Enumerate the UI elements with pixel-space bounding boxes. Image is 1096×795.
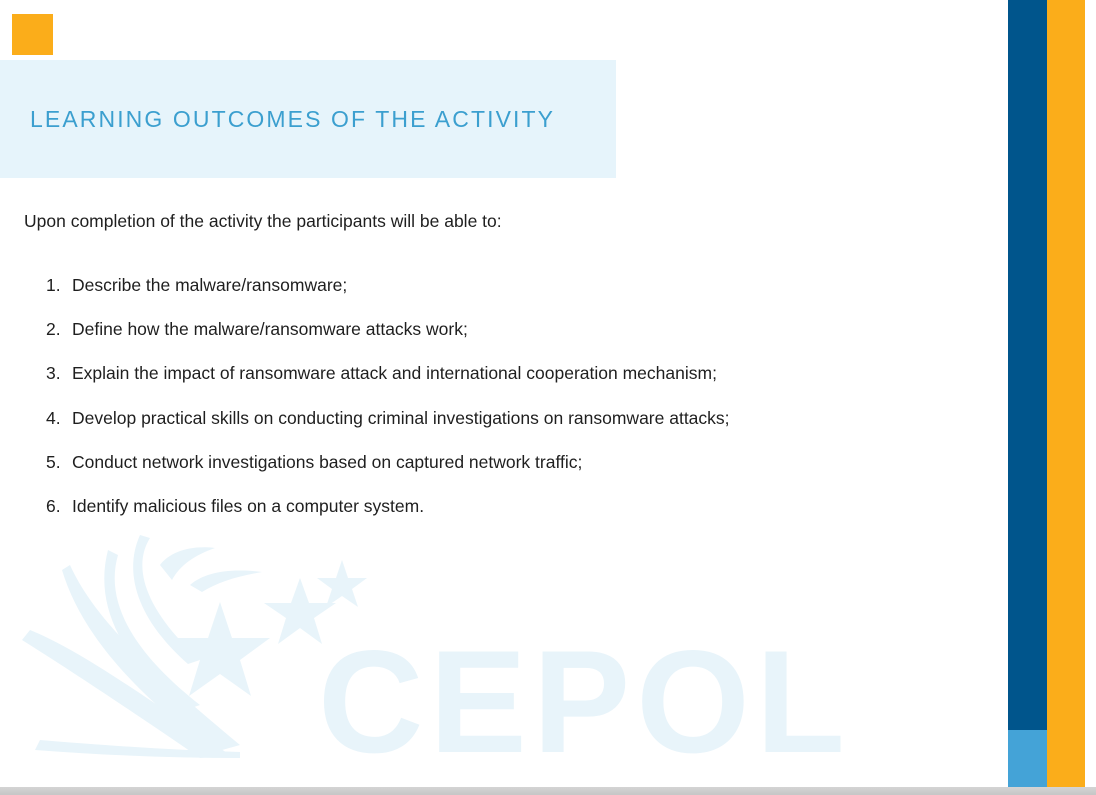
list-item-text: Describe the malware/ransomware;: [72, 275, 348, 295]
list-item-number: 2.: [46, 319, 61, 340]
list-item-text: Explain the impact of ransomware attack and international cooperation mechanism;: [72, 363, 717, 384]
list-item: [46, 275, 730, 319]
list-item: [46, 452, 730, 496]
list-item-text: Define how the malware/ransomware attacks work;: [72, 319, 468, 340]
watermark-swoosh-6: [190, 571, 262, 592]
list-item: [46, 319, 730, 363]
learning-outcomes-list: [46, 275, 730, 540]
list-item-text: Conduct network investigations based on captured network traffic;: [72, 451, 583, 472]
slide-title: LEARNING OUTCOMES OF THE ACTIVITY: [30, 106, 556, 132]
side-bar-light-blue: [1008, 730, 1047, 787]
watermark-text: CEPOL: [318, 620, 851, 770]
list-item-number: 4.: [46, 407, 61, 428]
watermark-star-small: [317, 560, 367, 607]
list-item: [46, 363, 730, 407]
list-item-number: 3.: [46, 363, 61, 384]
list-item-number: 5.: [46, 451, 61, 472]
list-item-number: 6.: [46, 495, 61, 516]
side-bar-dark-blue: [1008, 0, 1047, 730]
watermark-star-large: [170, 602, 270, 696]
corner-accent-square: [12, 14, 53, 55]
list-item: [46, 408, 730, 452]
list-item-text: Identify malicious files on a computer system.: [72, 495, 425, 516]
cepol-watermark-logo: [0, 530, 1000, 770]
slide-bottom-edge: [0, 787, 1096, 795]
list-item: [46, 496, 730, 540]
watermark-swoosh-5: [160, 547, 215, 580]
intro-text: Upon completion of the activity the participants will be able to:: [24, 211, 502, 231]
list-item-number: 1.: [46, 275, 61, 295]
side-bar-orange: [1047, 0, 1085, 787]
list-item-text: Develop practical skills on conducting criminal investigations on ransomware attacks;: [72, 407, 730, 428]
